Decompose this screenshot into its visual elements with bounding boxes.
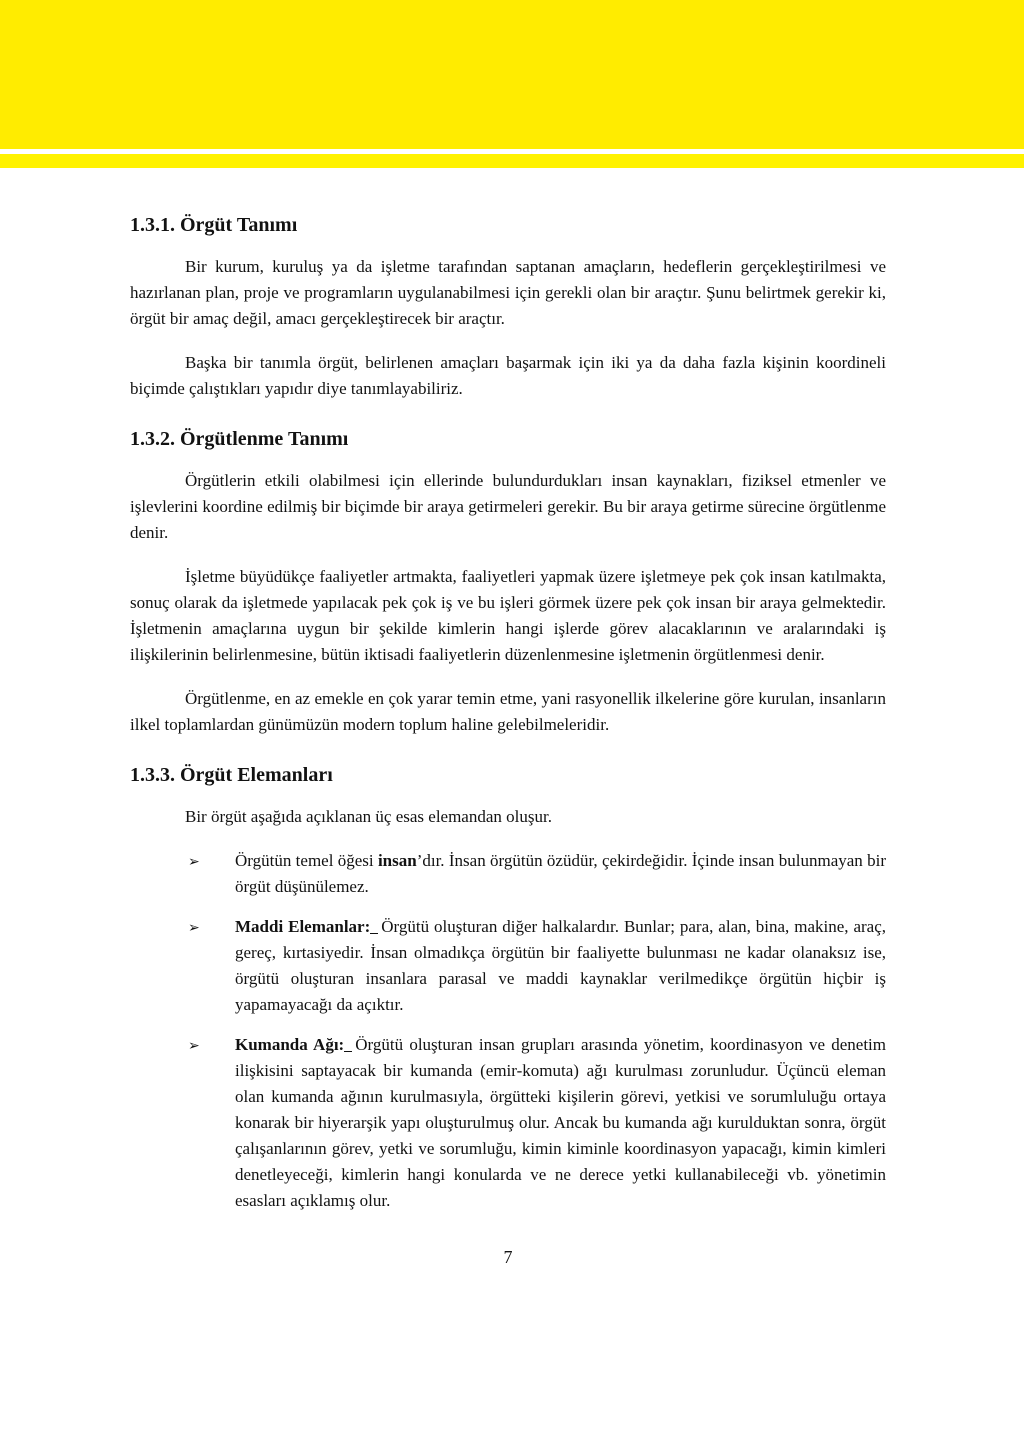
paragraph: Başka bir tanımla örgüt, belirlenen amaçları başarmak için iki ya da daha fazla kişinin koordineli biçimde çalıştıkları yapıdır diye tanımlayabiliriz. (130, 353, 886, 398)
bullet-text-pre: Örgütün temel öğesi (235, 851, 378, 870)
bullet-text-bold: insan (377, 851, 417, 870)
list-item (130, 848, 886, 900)
underline-spacer (370, 929, 378, 934)
bullet-text (235, 917, 886, 1014)
arrow-bullet-icon: ➢ (188, 1038, 200, 1054)
paragraph: Örgütlerin etkili olabilmesi için ellerinde bulundurdukları insan kaynakları, fiziksel etmenler ve işlevlerini koordine edilmiş bir biçimde bir araya getirmeleri gerekir. Bu bir araya getirme sürecine örgütlenme denir. (130, 471, 886, 542)
bullet-text (235, 851, 886, 896)
section-heading-orgut-elemanlari: 1.3.3. Örgüt Elemanları (130, 764, 333, 786)
bullet-list (130, 848, 886, 1214)
page-number: 7 (503, 1247, 513, 1267)
header-band (0, 0, 1024, 149)
bullet-label: Maddi Elemanlar: (235, 917, 371, 936)
list-item (130, 1032, 886, 1214)
underline-spacer (344, 1047, 352, 1052)
arrow-bullet-icon: ➢ (188, 854, 200, 870)
section-heading-orgut-tanimi: 1.3.1. Örgüt Tanımı (130, 214, 298, 236)
document-page (0, 168, 1024, 1270)
paragraph: Bir kurum, kuruluş ya da işletme tarafından saptanan amaçların, hedeflerin gerçekleştirilmesi ve hazırlanan plan, proje ve programların uygulanabilmesi için gerekli olan bir araçtır. Şunu belirtmek gerekir ki, örgüt bir amaç değil, amacı gerçekleştirecek bir araçtır. (130, 257, 886, 328)
paragraph: İşletme büyüdükçe faaliyetler artmakta, faaliyetleri yapmak üzere işletmeye pek çok insan katılmakta, sonuç olarak da işletmede yapılacak pek çok iş ve bu işleri görmek üzere pek çok insan bir araya gelmektedir. İşletmenin amaçlarına uygun bir şekilde kimlerin hangi işlerde görev alacaklarının ve aralarındaki iş ilişkilerinin belirlenmesine, bütün iktisadi faaliyetlerin düzenlenmesine işletmenin örgütlenmesi denir. (130, 567, 886, 664)
arrow-bullet-icon: ➢ (188, 920, 200, 936)
bullet-text-post: ’dır. İnsan örgütün özüdür, çekirdeğidir. İçinde insan bulunmayan bir örgüt düşünülemez. (235, 851, 886, 896)
list-item (130, 914, 886, 1018)
bullet-body: Örgütü oluşturan insan grupları arasında yönetim, koordinasyon ve denetim ilişkisini saptayacak bir kumanda (emir-komuta) ağı kurulması zorunludur. Üçüncü eleman olan kumanda ağının kurulmasıyla, örgütteki kişilerin görevi, yetkisi ve sorumluluğu ortaya konarak bir hiyerarşik yapı oluşturulmuş olur. Ancak bu kumanda ağı kurulduktan sonra, örgüt çalışanlarının görev, yetki ve sorumluğu, kimin kiminle koordinasyon yapacağı, kimin kimleri denetleyeceği, kimlerin hangi konularda ve ne derece yetki kullanabileceği vb. yönetimin esasları açıklamış olur. (235, 1035, 886, 1210)
bullet-label: Kumanda Ağı: (235, 1035, 345, 1054)
paragraph: Örgütlenme, en az emekle en çok yarar temin etme, yani rasyonellik ilkelerine göre kurulan, insanların ilkel toplamlardan günümüzün modern toplum haline gelebilmeleridir. (130, 689, 886, 734)
bullet-body: Örgütü oluşturan diğer halkalardır. Bunlar; para, alan, bina, makine, araç, gereç, kırtasiyedir. İnsan olmadıkça örgütün bir faaliyette bulunması ne kadar olanaksız ise, örgütü oluşturan insanlara parasal ve maddi kaynaklar verilmedikçe örgütün hiçbir iş yapamayacağı da açıktır. (235, 917, 886, 1014)
section-heading-orgutlenme-tanimi: 1.3.2. Örgütlenme Tanımı (130, 428, 349, 450)
paragraph: Bir örgüt aşağıda açıklanan üç esas elemandan oluşur. (185, 807, 552, 826)
header-stripe (0, 154, 1024, 168)
bullet-text (235, 1035, 886, 1210)
